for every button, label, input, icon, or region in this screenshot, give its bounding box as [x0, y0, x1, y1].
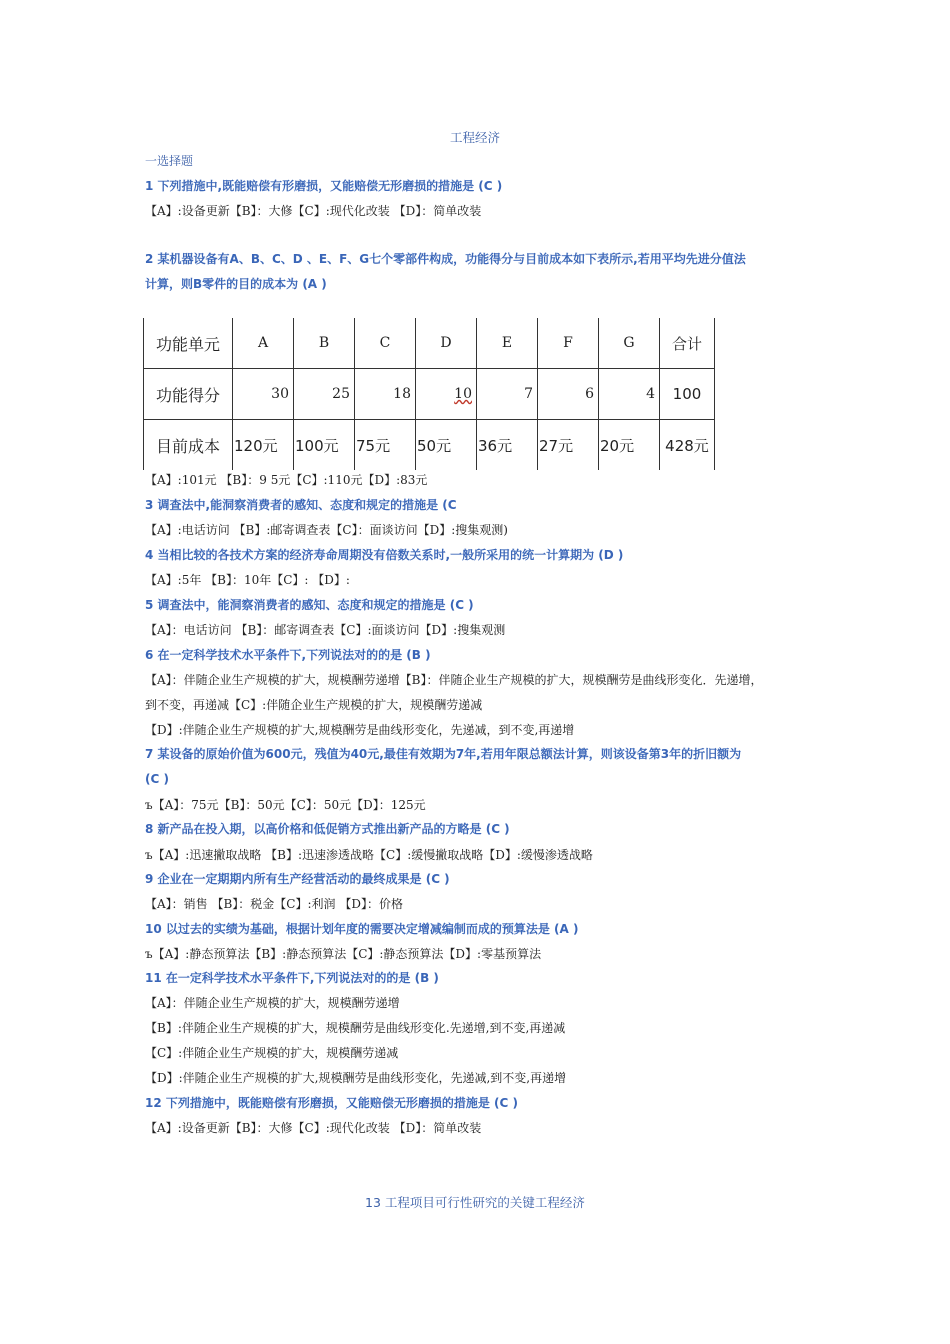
table-cell: 30: [233, 369, 294, 420]
question-2: 2 某机器设备有A、B、C、D 、E、F、G七个零部件构成，功能得分与目前成本如下表所示,若用平均先进分值法: [145, 252, 746, 266]
table-cell: B: [294, 318, 355, 369]
section-13-heading: 13 工程项目可行性研究的关键工程经济: [365, 1195, 585, 1210]
options-11-a: 【A】：伴随企业生产规模的扩大，规模酬劳递增: [145, 996, 400, 1010]
table-cell: 20元: [599, 420, 660, 471]
table-cell: C: [355, 318, 416, 369]
table-cell: 75元: [355, 420, 416, 471]
options-4: 【A】:5年 【B】：10年【C】: 【D】:: [145, 573, 350, 587]
question-7-cont: (C ): [145, 772, 169, 786]
table-cell: [416, 369, 477, 420]
table-cell: 36元: [477, 420, 538, 471]
options-8: ъ【A】:迅速撇取战略 【B】:迅速渗透战略【C】:缓慢撇取战略【D】:缓慢渗透战略: [145, 848, 593, 862]
options-11-b: 【B】:伴随企业生产规模的扩大，规模酬劳是曲线形变化.先递增,到不变,再递减: [145, 1021, 566, 1035]
spellcheck-underlined-value: 10: [454, 386, 472, 402]
table-cell: 100: [660, 369, 715, 420]
table-cell: 目前成本: [144, 420, 233, 471]
question-6: 6 在一定科学技术水平条件下,下列说法对的的是 (B ): [145, 648, 431, 662]
table-cell: 合计: [660, 318, 715, 369]
options-6-d: 【D】:伴随企业生产规模的扩大,规模酬劳是曲线形变化，先递减，到不变,再递增: [145, 723, 575, 737]
table-row: [144, 318, 715, 369]
table-cell: 7: [477, 369, 538, 420]
question-5: 5 调查法中，能洞察消费者的感知、态度和规定的措施是 (C ): [145, 598, 474, 612]
options-11-d: 【D】:伴随企业生产规模的扩大,规模酬劳是曲线形变化，先递减,到不变,再递增: [145, 1071, 567, 1085]
table-cell: F: [538, 318, 599, 369]
function-cost-table: [143, 318, 715, 470]
table-cell: 功能得分: [144, 369, 233, 420]
table-row: [144, 420, 715, 471]
table-cell: 428元: [660, 420, 715, 471]
options-6: 【A】：伴随企业生产规模的扩大，规模酬劳递增【B】：伴随企业生产规模的扩大，规模酬劳是曲线形变化．先递增，: [145, 673, 763, 687]
options-10: ъ【A】:静态预算法【B】:静态预算法【C】:静态预算法【D】:零基预算法: [145, 947, 542, 961]
options-12: 【A】:设备更新【B】：大修【C】:现代化改装 【D】：简单改装: [145, 1121, 482, 1135]
question-2-cont: 计算，则B零件的目的成本为 (A ): [145, 277, 327, 291]
table-row: [144, 369, 715, 420]
options-6-cont: 到不变，再递减【C】:伴随企业生产规模的扩大，规模酬劳递减: [145, 698, 483, 712]
table-cell: 6: [538, 369, 599, 420]
table-cell: G: [599, 318, 660, 369]
question-3: 3 调查法中,能洞察消费者的感知、态度和规定的措施是 (C: [145, 498, 457, 512]
table-cell: 18: [355, 369, 416, 420]
table-cell: 50元: [416, 420, 477, 471]
question-9: 9 企业在一定期期内所有生产经营活动的最终成果是 (C ): [145, 872, 450, 886]
question-11: 11 在一定科学技术水平条件下,下列说法对的的是 (B ): [145, 971, 439, 985]
table-cell: 100元: [294, 420, 355, 471]
options-2: 【A】:101元 【B】：9 5元【C】:110元【D】:83元: [145, 473, 428, 487]
question-10: 10 以过去的实绩为基础，根据计划年度的需要决定增减编制而成的预算法是 (A ): [145, 922, 579, 936]
question-7: 7 某设备的原始价值为600元，残值为40元,最佳有效期为7年,若用年限总额法计算，则该设备第3年的折旧额为: [145, 747, 742, 761]
table-cell: 功能单元: [144, 318, 233, 369]
question-1: 1 下列措施中,既能赔偿有形磨损，又能赔偿无形磨损的措施是 (C ): [145, 179, 503, 193]
question-8: 8 新产品在投入期，以高价格和低促销方式推出新产品的方略是 (C ): [145, 822, 510, 836]
table-cell: 27元: [538, 420, 599, 471]
options-5: 【A】：电话访问 【B】：邮寄调查表【C】:面谈访问【D】:搜集观测: [145, 623, 506, 637]
options-9: 【A】：销售 【B】：税金【C】:利润 【D】：价格: [145, 897, 403, 911]
options-7: ъ【A】：75元【B】：50元【C】：50元【D】：125元: [145, 798, 426, 812]
question-4: 4 当相比较的各技术方案的经济寿命周期没有倍数关系时,一般所采用的统一计算期为 (D ): [145, 548, 624, 562]
section-heading: 一选择题: [145, 154, 194, 168]
table-cell: D: [416, 318, 477, 369]
options-3: 【A】:电话访问 【B】:邮寄调查表【C】：面谈访问【D】:搜集观测): [145, 523, 508, 537]
table-cell: 120元: [233, 420, 294, 471]
table-cell: 4: [599, 369, 660, 420]
question-12: 12 下列措施中，既能赔偿有形磨损，又能赔偿无形磨损的措施是 (C ): [145, 1096, 519, 1110]
table-cell: A: [233, 318, 294, 369]
options-11-c: 【C】:伴随企业生产规模的扩大，规模酬劳递减: [145, 1046, 399, 1060]
options-1: 【A】:设备更新【B】：大修【C】:现代化改装 【D】：简单改装: [145, 204, 482, 218]
table-cell: 25: [294, 369, 355, 420]
document-title: 工程经济: [449, 130, 500, 145]
table-cell: E: [477, 318, 538, 369]
